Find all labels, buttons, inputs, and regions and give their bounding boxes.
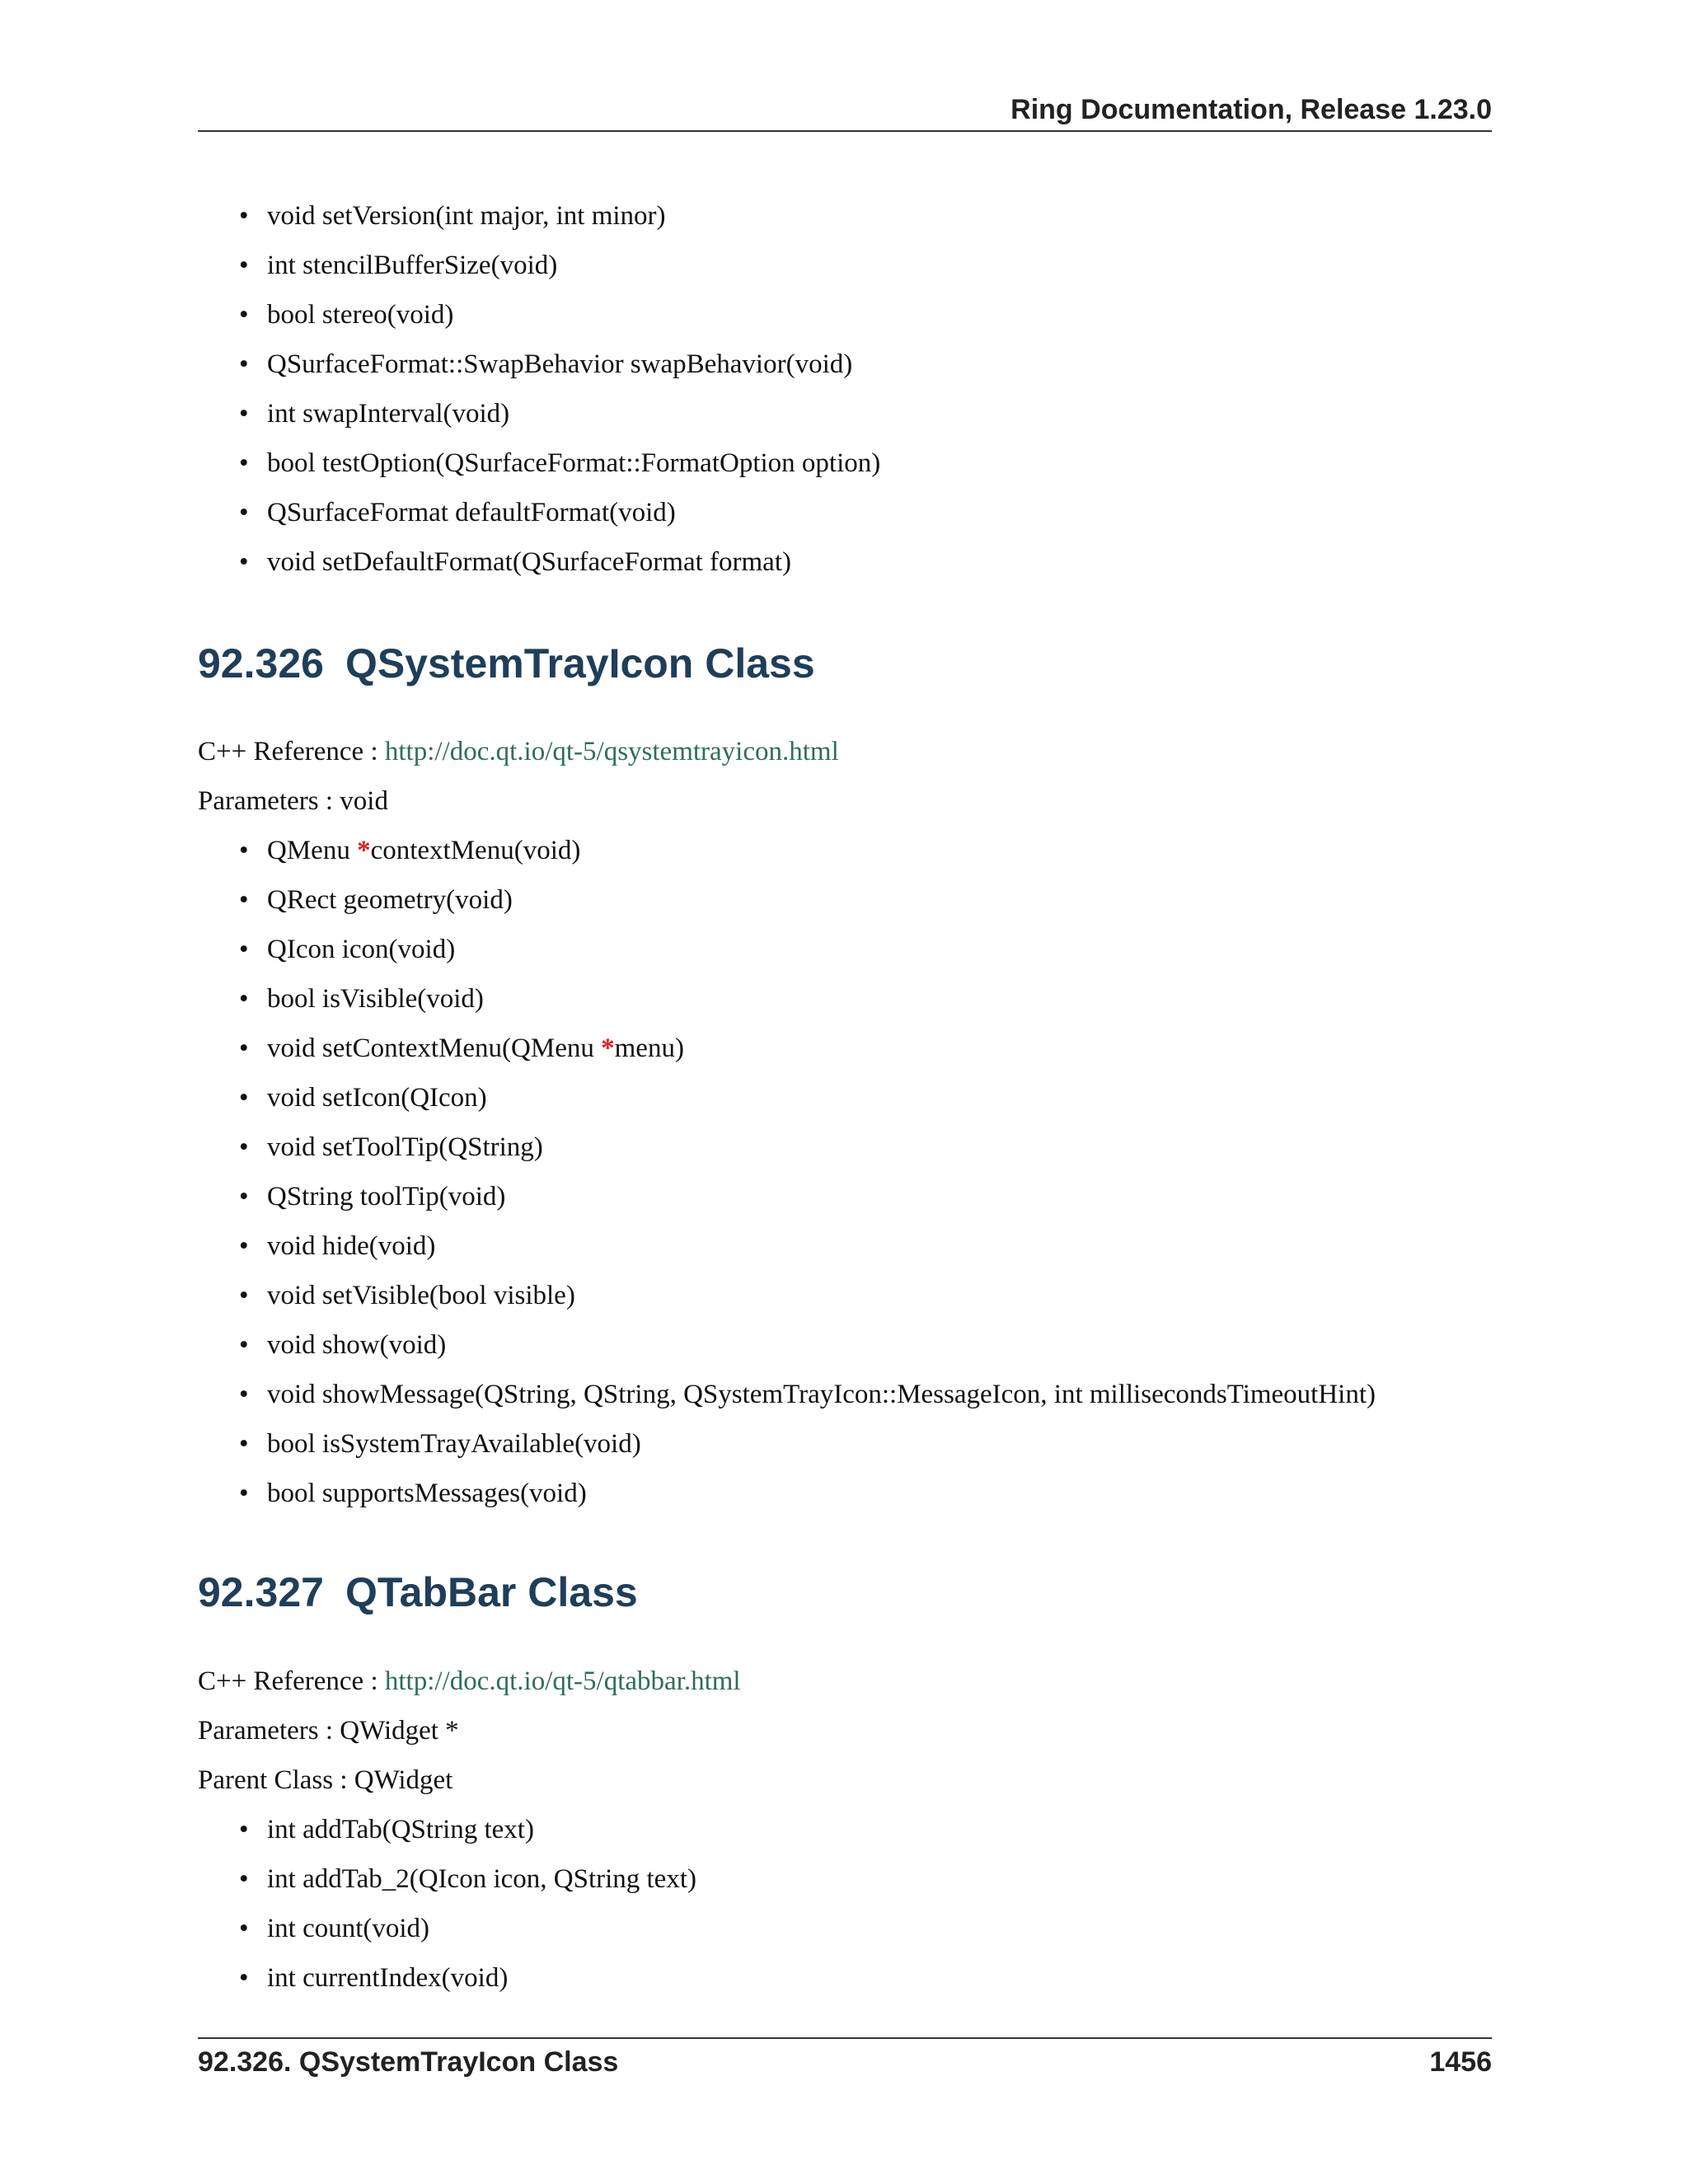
bullet-icon: • xyxy=(239,1914,249,1943)
bullet-icon: • xyxy=(239,300,249,330)
running-footer xyxy=(198,2037,1492,2085)
list-item: • QSurfaceFormat::SwapBehavior swapBehavior(void) xyxy=(198,340,880,389)
section-number: 92.326 xyxy=(198,640,324,687)
bullet-icon: • xyxy=(239,1429,249,1459)
bullet-icon: • xyxy=(239,1815,249,1844)
bullet-icon: • xyxy=(239,1182,249,1212)
method-list-continued xyxy=(198,191,880,587)
list-item: • QIcon icon(void) xyxy=(198,925,1376,974)
section-heading-qsystemtrayicon xyxy=(198,635,815,692)
parameters-label: Parameters : xyxy=(198,1716,334,1746)
list-item: • void showMessage(QString, QString, QSystemTrayIcon::MessageIcon, int millisecondsTimeoutHint) xyxy=(198,1370,1376,1419)
list-item: • bool supportsMessages(void) xyxy=(198,1469,1376,1518)
bullet-icon: • xyxy=(239,1132,249,1162)
list-item: • QRect geometry(void) xyxy=(198,875,1376,925)
cpp-reference-label: C++ Reference : xyxy=(198,1666,378,1696)
list-item: • void setIcon(QIcon) xyxy=(198,1073,1376,1122)
parent-class-value: QWidget xyxy=(354,1765,453,1795)
bullet-icon: • xyxy=(239,984,249,1014)
cpp-reference-line xyxy=(198,1657,741,1706)
list-item: • void setContextMenu(QMenu *menu) xyxy=(198,1024,1376,1073)
list-item: • void setDefaultFormat(QSurfaceFormat format) xyxy=(198,537,880,587)
parameters-value: QWidget * xyxy=(340,1716,459,1746)
parameters-value: void xyxy=(340,786,388,816)
parameters-line xyxy=(198,1706,459,1755)
bullet-icon: • xyxy=(239,1330,249,1360)
list-item: • int currentIndex(void) xyxy=(198,1953,696,2003)
bullet-icon: • xyxy=(239,1864,249,1894)
list-item: • QString toolTip(void) xyxy=(198,1172,1376,1221)
list-item: • int stencilBufferSize(void) xyxy=(198,241,880,290)
list-item: • void show(void) xyxy=(198,1320,1376,1370)
bullet-icon: • xyxy=(239,1083,249,1113)
bullet-icon: • xyxy=(239,547,249,577)
method-list-qsystemtrayicon xyxy=(198,826,1376,1518)
list-item: • bool stereo(void) xyxy=(198,290,880,340)
cpp-reference-line xyxy=(198,727,839,776)
bullet-icon: • xyxy=(239,1033,249,1063)
list-item: • int count(void) xyxy=(198,1904,696,1953)
cpp-reference-link[interactable]: http://doc.qt.io/qt-5/qtabbar.html xyxy=(384,1666,741,1696)
parameters-line xyxy=(198,776,388,826)
list-item: • int swapInterval(void) xyxy=(198,389,880,438)
section-number: 92.327 xyxy=(198,1569,324,1615)
running-header: Ring Documentation, Release 1.23.0 xyxy=(198,89,1492,132)
page-number: 1456 xyxy=(1429,2046,1492,2078)
section-title: QSystemTrayIcon Class xyxy=(345,640,815,687)
list-item: • bool isSystemTrayAvailable(void) xyxy=(198,1419,1376,1469)
bullet-icon: • xyxy=(239,1963,249,1993)
list-item: • QSurfaceFormat defaultFormat(void) xyxy=(198,488,880,537)
bullet-icon: • xyxy=(239,251,249,280)
bullet-icon: • xyxy=(239,1380,249,1409)
cpp-reference-link[interactable]: http://doc.qt.io/qt-5/qsystemtrayicon.html xyxy=(384,737,839,766)
parameters-label: Parameters : xyxy=(198,786,334,816)
method-list-qtabbar xyxy=(198,1805,696,2003)
bullet-icon: • xyxy=(239,1479,249,1508)
list-item: • bool isVisible(void) xyxy=(198,974,1376,1024)
bullet-icon: • xyxy=(239,836,249,865)
bullet-icon: • xyxy=(239,885,249,915)
section-heading-qtabbar xyxy=(198,1563,638,1621)
section-title: QTabBar Class xyxy=(345,1569,638,1615)
bullet-icon: • xyxy=(239,498,249,527)
bullet-icon: • xyxy=(239,1281,249,1310)
cpp-reference-label: C++ Reference : xyxy=(198,737,378,766)
bullet-icon: • xyxy=(239,201,249,231)
list-item: • void setVersion(int major, int minor) xyxy=(198,191,880,241)
footer-section-title: 92.326. QSystemTrayIcon Class xyxy=(198,2046,619,2078)
bullet-icon: • xyxy=(239,349,249,379)
bullet-icon: • xyxy=(239,448,249,478)
parent-class-line xyxy=(198,1755,452,1805)
pointer-star: * xyxy=(357,836,371,865)
list-item: • void hide(void) xyxy=(198,1221,1376,1271)
bullet-icon: • xyxy=(239,1231,249,1261)
list-item: • bool testOption(QSurfaceFormat::FormatOption option) xyxy=(198,438,880,488)
list-item: • int addTab_2(QIcon icon, QString text) xyxy=(198,1854,696,1904)
list-item: • void setVisible(bool visible) xyxy=(198,1271,1376,1320)
list-item: • QMenu *contextMenu(void) xyxy=(198,826,1376,875)
bullet-icon: • xyxy=(239,399,249,429)
parent-class-label: Parent Class : xyxy=(198,1765,348,1795)
bullet-icon: • xyxy=(239,935,249,964)
list-item: • int addTab(QString text) xyxy=(198,1805,696,1854)
pointer-star: * xyxy=(601,1033,615,1063)
list-item: • void setToolTip(QString) xyxy=(198,1122,1376,1172)
